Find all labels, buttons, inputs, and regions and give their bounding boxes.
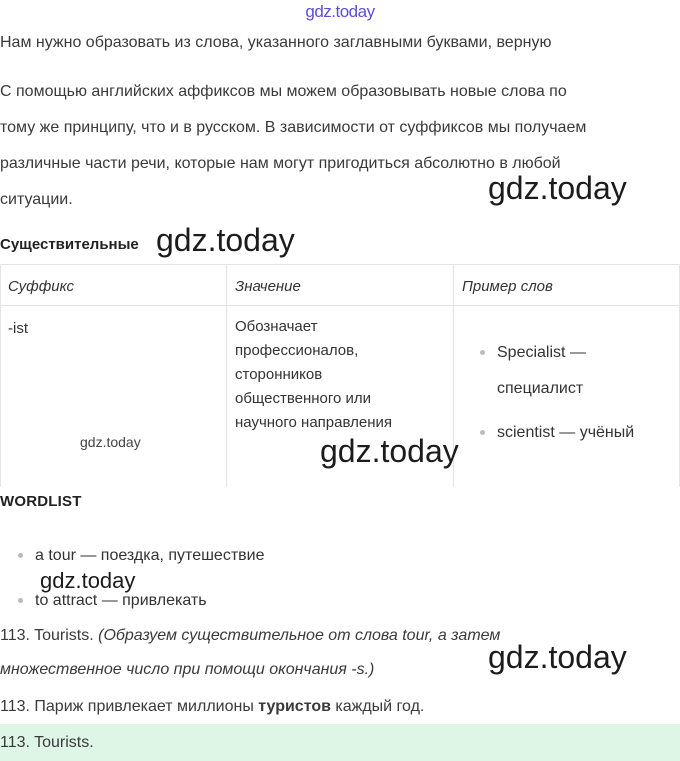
- answer-line-2: множественное число при помощи окончания -s.): [0, 661, 375, 678]
- meaning-line: научного направления: [235, 414, 392, 431]
- meaning-line: Обозначает: [235, 318, 318, 335]
- col-suffix: [0, 265, 227, 487]
- example-item-1: [480, 344, 586, 362]
- table-header-suffix: Суффикс: [8, 278, 74, 295]
- watermark-6: gdz.today: [488, 639, 627, 675]
- wordlist-item-text: to attract — привлекать: [35, 592, 207, 609]
- sentence-suffix: каждый год.: [330, 698, 425, 715]
- wordlist-item: [18, 547, 264, 565]
- table-header-examples: Пример слов: [462, 278, 553, 295]
- wordlist-item-text: a tour — поездка, путешествие: [35, 547, 265, 564]
- watermark-1: gdz.today: [488, 170, 627, 206]
- intro-line-3: тому же принципу, что и в русском. В зависимости от суффиксов мы получаем: [0, 119, 587, 136]
- table-row-divider: [0, 305, 680, 306]
- meaning-line: профессионалов,: [235, 342, 359, 359]
- intro-line-1: Нам нужно образовать из слова, указанного заглавными буквами, верную: [0, 34, 552, 51]
- intro-line-5: ситуации.: [0, 191, 73, 208]
- meaning-line: сторонников: [235, 366, 323, 383]
- watermark-top: gdz.today: [305, 2, 375, 21]
- intro-line-4: различные части речи, которые нам могут пригодиться абсолютно в любой: [0, 155, 561, 172]
- sentence-bold: туристов: [258, 698, 331, 715]
- example-2-text: scientist — учёный: [497, 424, 635, 441]
- meaning-line: общественного или: [235, 390, 372, 407]
- example-item-2: [480, 424, 634, 442]
- table-cell-meaning: [235, 315, 392, 435]
- answer-line-1: [0, 627, 500, 645]
- watermark-5: gdz.today: [40, 568, 136, 593]
- bullet-icon: [18, 598, 23, 603]
- intro-line-2: С помощью английских аффиксов мы можем образовывать новые слова по: [0, 83, 567, 100]
- answer-prefix: 113. Tourists.: [0, 627, 99, 644]
- wordlist-item: [18, 592, 207, 610]
- bullet-icon: [18, 553, 23, 558]
- suffix-table: [0, 264, 680, 487]
- answer-explanation-1: (Образуем существительное от слова tour, а затем: [98, 627, 501, 644]
- final-answer-box: [0, 724, 680, 761]
- final-answer: 113. Tourists.: [0, 734, 94, 751]
- example-1-line-1: Specialist —: [497, 344, 586, 361]
- answer-sentence: [0, 698, 424, 716]
- bullet-icon: [480, 350, 485, 355]
- watermark-2: gdz.today: [156, 222, 295, 258]
- table-cell-suffix: -ist: [8, 320, 28, 337]
- col-examples: [454, 265, 680, 487]
- sentence-prefix: 113. Париж привлекает миллионы: [0, 698, 259, 715]
- bullet-icon: [480, 430, 485, 435]
- intro-cut-line: [4, 70, 624, 75]
- example-1-line-2: специалист: [497, 380, 584, 397]
- watermark-3: gdz.today: [80, 434, 141, 450]
- table-header-meaning: Значение: [235, 278, 301, 295]
- wordlist-title: WORDLIST: [0, 493, 82, 510]
- section-heading: Существительные: [0, 236, 139, 253]
- watermark-4: gdz.today: [320, 433, 459, 469]
